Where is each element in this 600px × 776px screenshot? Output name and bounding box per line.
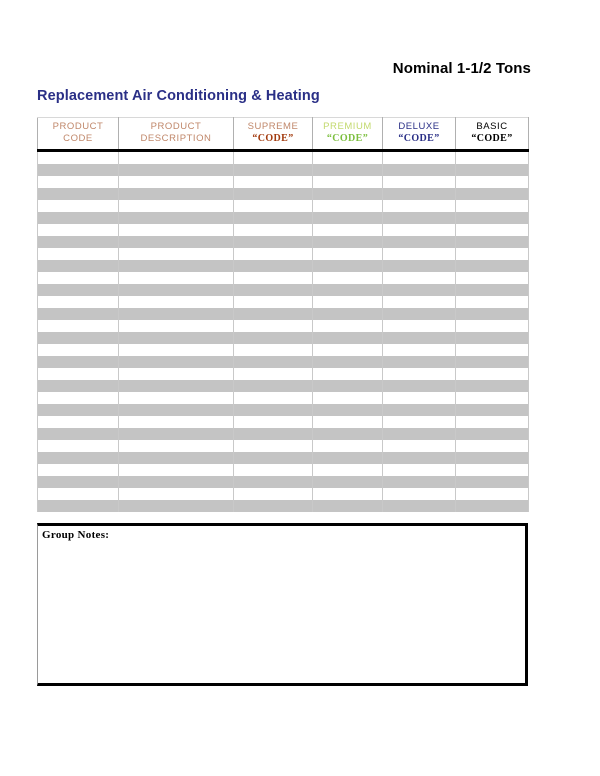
table-cell[interactable] (383, 248, 456, 260)
table-cell[interactable] (313, 356, 383, 368)
table-cell[interactable] (456, 428, 529, 440)
table-cell[interactable] (383, 500, 456, 512)
table-cell[interactable] (383, 344, 456, 356)
table-cell[interactable] (38, 332, 119, 344)
table-cell[interactable] (234, 248, 313, 260)
column-header-code: “CODE” (326, 133, 369, 145)
table-cell[interactable] (313, 404, 383, 416)
column-header-line1: BASIC (476, 121, 508, 132)
table-cell[interactable] (313, 476, 383, 488)
table-row (38, 260, 529, 272)
table-cell[interactable] (313, 236, 383, 248)
table-cell[interactable] (456, 212, 529, 224)
table-cell[interactable] (313, 392, 383, 404)
table-row (38, 296, 529, 308)
table-cell[interactable] (119, 260, 234, 272)
column-header-supreme (234, 118, 313, 151)
table-cell[interactable] (456, 476, 529, 488)
table-cell[interactable] (383, 236, 456, 248)
table-cell[interactable] (234, 224, 313, 236)
table-cell[interactable] (383, 452, 456, 464)
table-cell[interactable] (383, 200, 456, 212)
column-header-basic (456, 118, 529, 151)
nominal-tonnage-title: Nominal 1-1/2 Tons (392, 60, 531, 77)
column-header-product-code (38, 118, 119, 151)
table-cell[interactable] (119, 272, 234, 284)
table-cell[interactable] (234, 296, 313, 308)
table-cell[interactable] (234, 176, 313, 188)
table-cell[interactable] (383, 308, 456, 320)
table-header (38, 118, 529, 151)
table-row (38, 212, 529, 224)
table-cell[interactable] (234, 272, 313, 284)
table-cell[interactable] (119, 320, 234, 332)
table-cell[interactable] (313, 188, 383, 200)
table-row (38, 344, 529, 356)
table-cell[interactable] (119, 416, 234, 428)
table-cell[interactable] (383, 440, 456, 452)
table-cell[interactable] (38, 368, 119, 380)
table-row (38, 488, 529, 500)
table-cell[interactable] (38, 356, 119, 368)
table-row (38, 284, 529, 296)
table-cell[interactable] (119, 356, 234, 368)
table-cell[interactable] (38, 416, 119, 428)
table-cell[interactable] (119, 224, 234, 236)
table-row (38, 428, 529, 440)
table-row (38, 224, 529, 236)
table-cell[interactable] (119, 428, 234, 440)
table-header-row (38, 118, 529, 151)
table-cell[interactable] (38, 308, 119, 320)
column-header-code: “CODE” (471, 133, 513, 145)
table-cell[interactable] (383, 296, 456, 308)
table-cell[interactable] (119, 212, 234, 224)
table-cell[interactable] (119, 344, 234, 356)
table-cell[interactable] (313, 332, 383, 344)
table-cell[interactable] (119, 404, 234, 416)
table-cell[interactable] (383, 284, 456, 296)
table-cell[interactable] (234, 344, 313, 356)
table-cell[interactable] (313, 296, 383, 308)
table-cell[interactable] (119, 488, 234, 500)
table-cell[interactable] (313, 200, 383, 212)
table-cell[interactable] (234, 260, 313, 272)
table-row (38, 380, 529, 392)
table-cell[interactable] (234, 284, 313, 296)
table-cell[interactable] (313, 320, 383, 332)
table-row (38, 332, 529, 344)
table-cell[interactable] (313, 488, 383, 500)
table-cell[interactable] (38, 272, 119, 284)
table-cell[interactable] (456, 440, 529, 452)
column-header-line2: DESCRIPTION (140, 133, 212, 145)
table-cell[interactable] (38, 476, 119, 488)
table-cell[interactable] (383, 368, 456, 380)
table-cell[interactable] (456, 344, 529, 356)
table-row (38, 356, 529, 368)
table-cell[interactable] (234, 368, 313, 380)
table-cell[interactable] (38, 248, 119, 260)
table-cell[interactable] (383, 380, 456, 392)
table-cell[interactable] (313, 380, 383, 392)
product-code-table (37, 117, 529, 512)
table-cell[interactable] (456, 380, 529, 392)
group-notes-box (37, 523, 528, 686)
table-cell[interactable] (383, 260, 456, 272)
table-cell[interactable] (456, 392, 529, 404)
table-row (38, 200, 529, 212)
column-header-line1: PRODUCT (52, 121, 104, 132)
table-cell[interactable] (313, 428, 383, 440)
table-cell[interactable] (38, 284, 119, 296)
table-cell[interactable] (313, 368, 383, 380)
table-cell[interactable] (38, 452, 119, 464)
table-row (38, 404, 529, 416)
table-cell[interactable] (456, 356, 529, 368)
table-cell[interactable] (313, 224, 383, 236)
table-cell[interactable] (234, 380, 313, 392)
table-cell[interactable] (234, 332, 313, 344)
table-cell[interactable] (456, 272, 529, 284)
table-cell[interactable] (119, 188, 234, 200)
table-cell[interactable] (456, 404, 529, 416)
table-cell[interactable] (383, 464, 456, 476)
table-cell[interactable] (119, 176, 234, 188)
table-row (38, 440, 529, 452)
table-cell[interactable] (234, 476, 313, 488)
table-cell[interactable] (119, 164, 234, 176)
table-cell[interactable] (313, 164, 383, 176)
table-cell[interactable] (38, 296, 119, 308)
table-cell[interactable] (38, 500, 119, 512)
table-cell[interactable] (313, 308, 383, 320)
table-cell[interactable] (313, 440, 383, 452)
table-row (38, 368, 529, 380)
table-cell[interactable] (383, 164, 456, 176)
table-cell[interactable] (234, 464, 313, 476)
table-cell[interactable] (313, 284, 383, 296)
table-cell[interactable] (456, 164, 529, 176)
table-cell[interactable] (313, 272, 383, 284)
table-cell[interactable] (456, 500, 529, 512)
table-cell[interactable] (234, 392, 313, 404)
column-header-line1: PRODUCT (150, 121, 202, 132)
table-cell[interactable] (456, 308, 529, 320)
table-cell[interactable] (456, 284, 529, 296)
table-cell[interactable] (234, 236, 313, 248)
table-cell[interactable] (234, 404, 313, 416)
table-cell[interactable] (456, 488, 529, 500)
column-header-deluxe (383, 118, 456, 151)
table-cell[interactable] (38, 260, 119, 272)
table-cell[interactable] (119, 248, 234, 260)
table-row (38, 392, 529, 404)
table-cell[interactable] (119, 236, 234, 248)
table-cell[interactable] (383, 151, 456, 165)
table-cell[interactable] (119, 380, 234, 392)
table-cell[interactable] (383, 188, 456, 200)
table-row (38, 272, 529, 284)
table-cell[interactable] (383, 212, 456, 224)
table-cell[interactable] (456, 151, 529, 165)
column-header-product-description (119, 118, 234, 151)
table-row (38, 500, 529, 512)
table-cell[interactable] (38, 380, 119, 392)
table-cell[interactable] (456, 368, 529, 380)
table-cell[interactable] (38, 176, 119, 188)
table-cell[interactable] (456, 176, 529, 188)
table-cell[interactable] (38, 488, 119, 500)
table-cell[interactable] (38, 212, 119, 224)
table-cell[interactable] (383, 428, 456, 440)
table-row (38, 452, 529, 464)
table-cell[interactable] (234, 356, 313, 368)
column-header-code: “CODE” (252, 133, 294, 145)
table-cell[interactable] (456, 452, 529, 464)
table-cell[interactable] (313, 176, 383, 188)
table-cell[interactable] (313, 248, 383, 260)
table-cell[interactable] (234, 416, 313, 428)
table-row (38, 164, 529, 176)
table-cell[interactable] (383, 416, 456, 428)
group-notes-label: Group Notes: (42, 529, 110, 541)
table-cell[interactable] (313, 151, 383, 165)
table-cell[interactable] (119, 476, 234, 488)
table-cell[interactable] (119, 368, 234, 380)
table-cell[interactable] (38, 188, 119, 200)
column-header-premium (313, 118, 383, 151)
table-cell[interactable] (234, 452, 313, 464)
table-cell[interactable] (383, 404, 456, 416)
table-cell[interactable] (234, 164, 313, 176)
table-cell[interactable] (383, 488, 456, 500)
table-cell[interactable] (234, 212, 313, 224)
table-cell[interactable] (38, 151, 119, 165)
table-cell[interactable] (456, 200, 529, 212)
table-cell[interactable] (38, 164, 119, 176)
table-cell[interactable] (313, 212, 383, 224)
table-cell[interactable] (456, 224, 529, 236)
table-cell[interactable] (234, 320, 313, 332)
table-row (38, 151, 529, 165)
table-cell[interactable] (38, 404, 119, 416)
table-cell[interactable] (456, 260, 529, 272)
table-cell[interactable] (38, 392, 119, 404)
table-cell[interactable] (38, 224, 119, 236)
table-cell[interactable] (383, 224, 456, 236)
table-cell[interactable] (234, 440, 313, 452)
table-cell[interactable] (119, 500, 234, 512)
table-cell[interactable] (234, 188, 313, 200)
page-title: Replacement Air Conditioning & Heating (37, 88, 320, 104)
table-cell[interactable] (383, 272, 456, 284)
table-cell[interactable] (313, 464, 383, 476)
table-cell[interactable] (456, 296, 529, 308)
table-cell[interactable] (119, 452, 234, 464)
table-cell[interactable] (234, 151, 313, 165)
table-cell[interactable] (119, 392, 234, 404)
table-row (38, 464, 529, 476)
table-row (38, 236, 529, 248)
table-row (38, 248, 529, 260)
table-row (38, 176, 529, 188)
table-cell[interactable] (119, 332, 234, 344)
table-cell[interactable] (234, 200, 313, 212)
table-row (38, 416, 529, 428)
column-header-line2: CODE (63, 133, 93, 145)
table-cell[interactable] (38, 344, 119, 356)
table-cell[interactable] (38, 464, 119, 476)
table-cell[interactable] (383, 176, 456, 188)
table-cell[interactable] (456, 248, 529, 260)
table-cell[interactable] (456, 332, 529, 344)
table-cell[interactable] (38, 200, 119, 212)
table-cell[interactable] (313, 500, 383, 512)
table-cell[interactable] (38, 236, 119, 248)
table-cell[interactable] (383, 392, 456, 404)
table-cell[interactable] (119, 464, 234, 476)
table-cell[interactable] (38, 440, 119, 452)
table-cell[interactable] (456, 320, 529, 332)
table-cell[interactable] (234, 500, 313, 512)
table-row (38, 308, 529, 320)
table-cell[interactable] (313, 260, 383, 272)
table-cell[interactable] (119, 200, 234, 212)
table-row (38, 188, 529, 200)
table-cell[interactable] (119, 308, 234, 320)
table-cell[interactable] (456, 236, 529, 248)
table-cell[interactable] (313, 416, 383, 428)
table-cell[interactable] (234, 488, 313, 500)
table-cell[interactable] (383, 320, 456, 332)
table-cell[interactable] (234, 428, 313, 440)
column-header-code: “CODE” (398, 133, 440, 145)
table-row (38, 320, 529, 332)
column-header-line1: SUPREME (247, 121, 299, 132)
table-body (38, 151, 529, 513)
table-row (38, 476, 529, 488)
column-header-line1: PREMIUM (323, 121, 372, 132)
table-cell[interactable] (119, 296, 234, 308)
table-cell[interactable] (456, 188, 529, 200)
table-cell[interactable] (456, 416, 529, 428)
table-cell[interactable] (119, 151, 234, 165)
group-notes-input[interactable] (38, 546, 525, 683)
table-cell[interactable] (456, 464, 529, 476)
table-cell[interactable] (383, 356, 456, 368)
table-cell[interactable] (119, 440, 234, 452)
table-cell[interactable] (313, 344, 383, 356)
table-cell[interactable] (38, 320, 119, 332)
table-cell[interactable] (119, 284, 234, 296)
table-cell[interactable] (383, 332, 456, 344)
table-cell[interactable] (383, 476, 456, 488)
table-cell[interactable] (38, 428, 119, 440)
table-cell[interactable] (234, 308, 313, 320)
table-cell[interactable] (313, 452, 383, 464)
column-header-line1: DELUXE (398, 121, 440, 132)
